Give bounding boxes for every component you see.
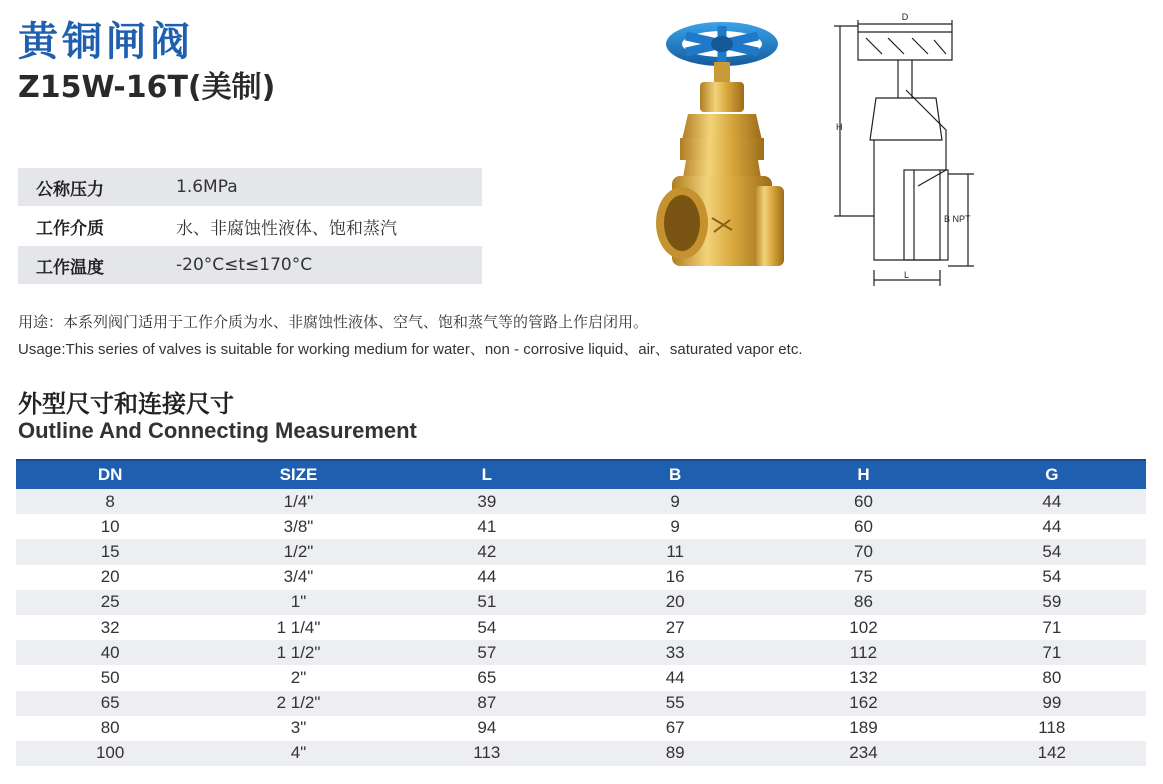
table-cell: 67 xyxy=(581,716,769,741)
drawing-label-d: D xyxy=(901,12,909,22)
table-cell: 32 xyxy=(16,615,204,640)
spec-value: 1.6MPa xyxy=(176,177,238,197)
table-cell: 3" xyxy=(204,716,392,741)
spec-row-temperature xyxy=(18,246,482,284)
table-cell: 86 xyxy=(769,590,957,615)
table-cell: 70 xyxy=(769,539,957,564)
table-cell: 27 xyxy=(581,615,769,640)
table-row xyxy=(16,665,1146,690)
table-cell: 2" xyxy=(204,665,392,690)
table-cell: 71 xyxy=(958,615,1146,640)
table-cell: 75 xyxy=(769,565,957,590)
table-row xyxy=(16,640,1146,665)
table-row xyxy=(16,691,1146,716)
table-cell: 9 xyxy=(581,489,769,514)
table-row xyxy=(16,615,1146,640)
table-cell: 4" xyxy=(204,741,392,766)
column-header-h: H xyxy=(769,460,957,489)
table-cell: 51 xyxy=(393,590,581,615)
table-cell: 162 xyxy=(769,691,957,716)
column-header-dn: DN xyxy=(16,460,204,489)
table-cell: 65 xyxy=(393,665,581,690)
table-cell: 11 xyxy=(581,539,769,564)
table-cell: 234 xyxy=(769,741,957,766)
table-cell: 50 xyxy=(16,665,204,690)
table-cell: 1 1/2" xyxy=(204,640,392,665)
table-cell: 9 xyxy=(581,514,769,539)
table-row xyxy=(16,741,1146,766)
table-cell: 44 xyxy=(581,665,769,690)
table-cell: 8 xyxy=(16,489,204,514)
table-cell: 80 xyxy=(958,665,1146,690)
table-cell: 15 xyxy=(16,539,204,564)
table-row xyxy=(16,539,1146,564)
table-cell: 59 xyxy=(958,590,1146,615)
table-cell: 40 xyxy=(16,640,204,665)
usage-text-cn: 用途：本系列阀门适用于工作介质为水、非腐蚀性液体、空气、饱和蒸气等的管路上作启闭用。 xyxy=(18,313,649,331)
spec-label: 公称压力 xyxy=(36,179,104,200)
table-cell: 112 xyxy=(769,640,957,665)
drawing-label-b: B NPT xyxy=(944,214,971,224)
table-cell: 99 xyxy=(958,691,1146,716)
table-cell: 39 xyxy=(393,489,581,514)
column-header-g: G xyxy=(958,460,1146,489)
drawing-label-l: L xyxy=(904,270,910,280)
spec-table xyxy=(18,168,482,285)
table-cell: 54 xyxy=(393,615,581,640)
table-row xyxy=(16,716,1146,741)
column-header-b: B xyxy=(581,460,769,489)
table-cell: 102 xyxy=(769,615,957,640)
table-cell: 100 xyxy=(16,741,204,766)
table-cell: 25 xyxy=(16,590,204,615)
page-title: 黄铜闸阀 xyxy=(18,19,194,65)
table-row xyxy=(16,565,1146,590)
table-cell: 41 xyxy=(393,514,581,539)
table-body xyxy=(16,489,1146,766)
table-cell: 57 xyxy=(393,640,581,665)
column-header-l: L xyxy=(393,460,581,489)
table-row xyxy=(16,489,1146,514)
section-title-en: Outline And Connecting Measurement xyxy=(18,418,417,443)
spec-value: -20°C≤t≤170°C xyxy=(176,255,313,275)
valve-technical-drawing xyxy=(828,10,980,290)
spec-label: 工作介质 xyxy=(36,218,104,239)
table-cell: 20 xyxy=(16,565,204,590)
drawing-label-h: H xyxy=(836,122,843,132)
table-cell: 60 xyxy=(769,514,957,539)
table-cell: 54 xyxy=(958,539,1146,564)
table-cell: 54 xyxy=(958,565,1146,590)
table-cell: 55 xyxy=(581,691,769,716)
table-row xyxy=(16,590,1146,615)
table-cell: 94 xyxy=(393,716,581,741)
table-cell: 87 xyxy=(393,691,581,716)
section-title-cn: 外型尺寸和连接尺寸 xyxy=(18,390,234,418)
table-cell: 44 xyxy=(958,514,1146,539)
table-cell: 113 xyxy=(393,741,581,766)
table-cell: 3/8" xyxy=(204,514,392,539)
table-cell: 80 xyxy=(16,716,204,741)
table-cell: 1 1/4" xyxy=(204,615,392,640)
table-cell: 10 xyxy=(16,514,204,539)
table-cell: 2 1/2" xyxy=(204,691,392,716)
table-cell: 132 xyxy=(769,665,957,690)
table-cell: 189 xyxy=(769,716,957,741)
table-cell: 44 xyxy=(958,489,1146,514)
table-header-row xyxy=(16,460,1146,489)
table-cell: 118 xyxy=(958,716,1146,741)
table-cell: 1" xyxy=(204,590,392,615)
table-cell: 71 xyxy=(958,640,1146,665)
spec-value: 水、非腐蚀性液体、饱和蒸汽 xyxy=(176,218,397,239)
table-cell: 42 xyxy=(393,539,581,564)
table-cell: 89 xyxy=(581,741,769,766)
table-cell: 60 xyxy=(769,489,957,514)
valve-photo xyxy=(642,18,800,286)
handwheel xyxy=(666,22,778,66)
table-cell: 1/2" xyxy=(204,539,392,564)
table-cell: 16 xyxy=(581,565,769,590)
table-cell: 1/4" xyxy=(204,489,392,514)
spec-row-pressure xyxy=(18,168,482,206)
table-cell: 142 xyxy=(958,741,1146,766)
table-cell: 20 xyxy=(581,590,769,615)
usage-text-en: Usage:This series of valves is suitable for working medium for water、non - corrosive liquid、air、saturated vapor etc. xyxy=(18,341,803,358)
column-header-size: SIZE xyxy=(204,460,392,489)
table-row xyxy=(16,514,1146,539)
table-cell: 44 xyxy=(393,565,581,590)
table-cell: 3/4" xyxy=(204,565,392,590)
table-cell: 65 xyxy=(16,691,204,716)
spec-row-medium xyxy=(18,207,482,245)
spec-label: 工作温度 xyxy=(36,257,104,278)
table-cell: 33 xyxy=(581,640,769,665)
dimension-table xyxy=(16,459,1146,766)
model-number: Z15W-16T(美制) xyxy=(18,70,276,105)
